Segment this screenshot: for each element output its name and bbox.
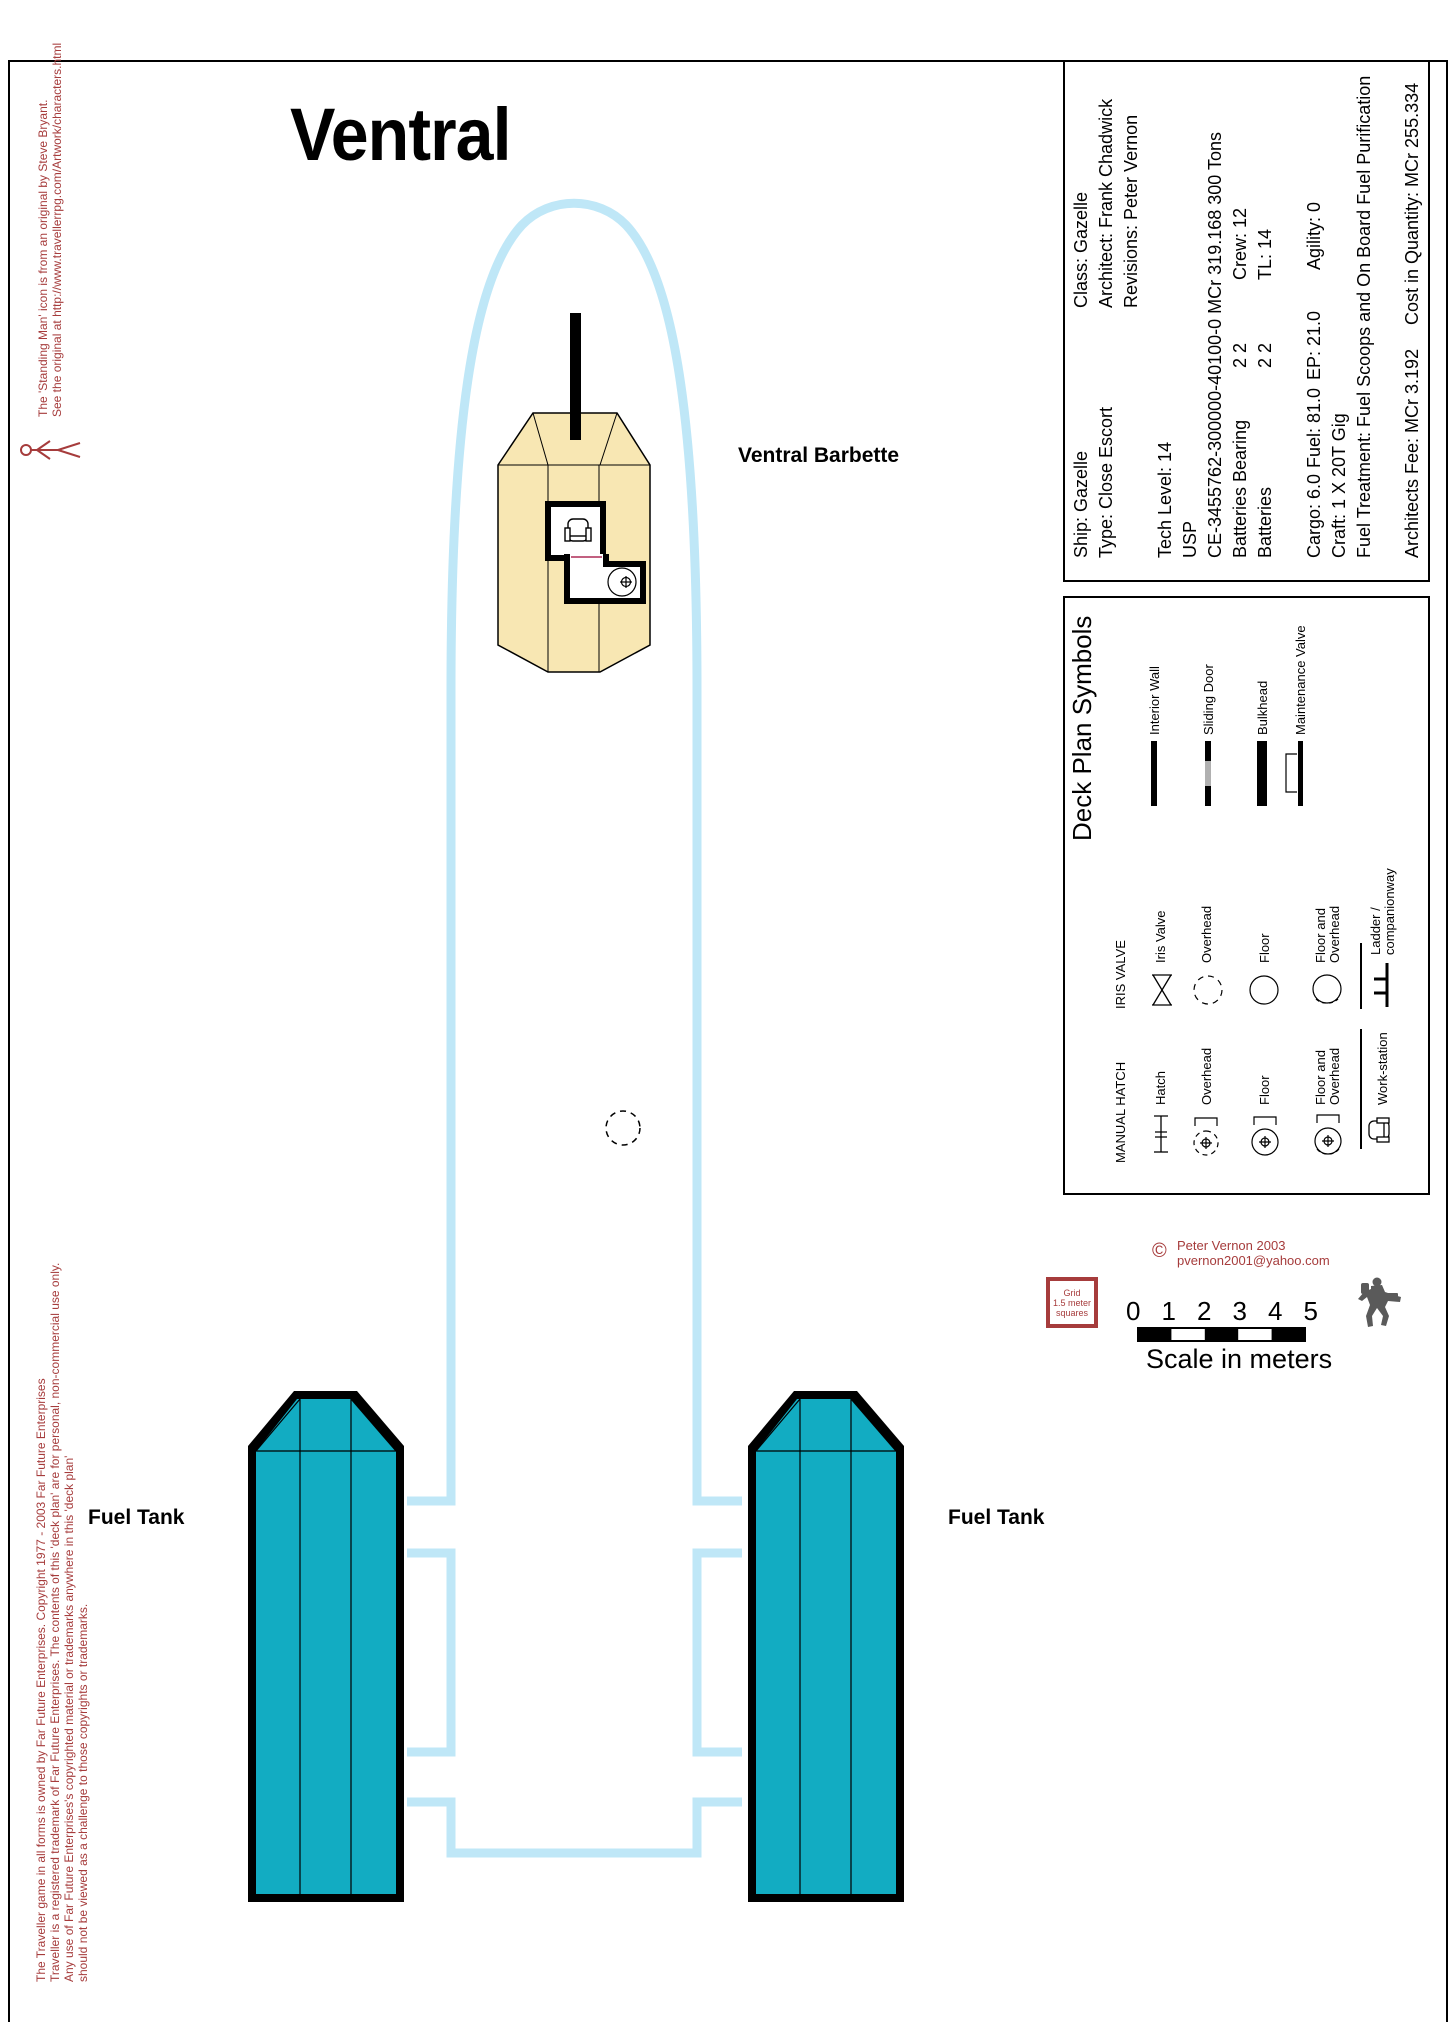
grid-note-line1: Grid: [1063, 1287, 1081, 1298]
info-cost-in-quantity: Cost in Quantity: MCr 255.334: [1402, 82, 1422, 325]
scale-tick-2: 2: [1197, 1296, 1212, 1326]
deck-plan-symbols-box: [1063, 596, 1430, 1195]
scale-tick-0: 0: [1126, 1296, 1141, 1326]
legend-divider-1: [1360, 1029, 1362, 1149]
license-line2: Traveller is a registered trademark of Far Future Enterprises. The contents of this 'deck plan' are for personal, non-commercial use only.: [48, 1262, 62, 1982]
manual-hatch-overhead-icon: [1191, 1113, 1221, 1159]
label-iris-overhead: Overhead: [1199, 905, 1214, 963]
scale-tick-3: 3: [1232, 1296, 1247, 1326]
iris-overhead-icon: [1191, 973, 1225, 1007]
workstation-icon: [1367, 1117, 1395, 1143]
standing-man-note: [36, 42, 64, 417]
deck-plan-symbols-content: [1065, 598, 1428, 1193]
info-type: Type: Close Escort: [1096, 406, 1116, 558]
credit-name: Peter Vernon 2003: [1177, 1238, 1286, 1253]
label-hatch: Hatch: [1153, 1071, 1168, 1105]
scale-tick-5: 5: [1303, 1296, 1318, 1326]
label-hatch-floor-overhead: Overhead: [1327, 1047, 1342, 1105]
info-class: Class: Gazelle: [1071, 191, 1091, 308]
ladder-icon: [1371, 959, 1393, 1009]
label-ladder-2: companionway: [1382, 868, 1397, 955]
label-fuel-tank-left: Fuel Tank: [88, 1506, 185, 1529]
grid-note-box: [1046, 1277, 1098, 1328]
info-agility: Agility: 0: [1304, 201, 1324, 270]
symbols-title: Deck Plan Symbols: [1067, 615, 1097, 841]
gun-barrel-icon: [570, 313, 581, 440]
info-architects-fee: Architects Fee: MCr 3.192: [1402, 348, 1422, 558]
info-crew: Crew: 12: [1230, 207, 1250, 280]
overhead-iris-valve-icon: [606, 1111, 640, 1145]
label-iris-floor-overhead: Overhead: [1327, 905, 1342, 963]
info-fuel: Fuel: 81.0: [1304, 387, 1324, 468]
label-maintenance-valve: Maintenance Valve: [1293, 625, 1308, 735]
label-hatch-floor: Floor: [1257, 1075, 1272, 1105]
ship-info-content: [1065, 62, 1428, 580]
info-cargo: Cargo: 6.0: [1304, 473, 1324, 558]
page-title: Ventral: [290, 93, 511, 176]
scale-numbers: [1126, 1296, 1318, 1327]
manual-hatch-floor-overhead-icon: [1311, 1111, 1345, 1161]
label-iris-floor-and: Floor and: [1313, 908, 1328, 963]
scale-caption: Scale in meters: [1146, 1344, 1333, 1374]
standing-man-red-icon: [18, 437, 84, 463]
info-tech-level: Tech Level: 14: [1155, 441, 1175, 558]
iris-floor-overhead-icon: [1309, 971, 1347, 1009]
hatch-icon: [1151, 1113, 1171, 1155]
label-fuel-tank-right: Fuel Tank: [948, 1506, 1045, 1529]
label-workstation: Work-station: [1375, 1032, 1390, 1105]
label-sliding-door: Sliding Door: [1201, 664, 1216, 735]
label-iris-floor: Floor: [1257, 933, 1272, 963]
scale-tick-4: 4: [1268, 1296, 1283, 1326]
license-note: [34, 1138, 90, 1982]
barbette-icon: [498, 313, 650, 672]
interior-wall-icon: [1151, 741, 1157, 806]
info-batteries-bearing-value: 2 2: [1230, 342, 1250, 368]
fuel-tank-right-icon: [748, 1391, 904, 1902]
bulkhead-icon: [1257, 741, 1267, 806]
iris-floor-icon: [1247, 973, 1281, 1007]
standing-man-note-line2: See the original at http://www.travellerrpg.com/Artwork/characters.html: [50, 42, 64, 417]
credit-email: pvernon2001@yahoo.com: [1177, 1253, 1330, 1268]
label-iris-valve: Iris Valve: [1153, 910, 1168, 963]
label-ventral-barbette: Ventral Barbette: [738, 444, 900, 467]
label-hatch-overhead: Overhead: [1199, 1047, 1214, 1105]
fuel-tank-left-icon: [248, 1391, 404, 1902]
workstation-chair-icon: [565, 519, 591, 541]
info-ep: EP: 21.0: [1304, 310, 1324, 380]
info-usp-label: USP: [1180, 520, 1200, 558]
grid-note-line3: squares: [1055, 1307, 1089, 1318]
label-bulkhead: Bulkhead: [1255, 680, 1270, 735]
info-ship: Ship: Gazelle: [1071, 450, 1091, 558]
manual-hatch-floor-icon: [1249, 1113, 1281, 1159]
info-batteries-bearing: Batteries Bearing: [1230, 419, 1250, 558]
info-tl: TL: 14: [1255, 228, 1275, 280]
maintenance-valve-icon: [1283, 741, 1305, 806]
license-line1: The Traveller game in all forms is owned by Far Future Enterprises. Copyright 1977 - 2003 Far Future Enterprises: [34, 1378, 48, 1982]
scale-bar-icon: [1138, 1328, 1305, 1341]
iris-valve-icon: [1151, 971, 1173, 1009]
info-architect: Architect: Frank Chadwick: [1096, 98, 1116, 308]
legend-divider-2: [1360, 943, 1362, 1009]
standing-man-note-line1: The 'Standing Man' icon is from an original by Steve Bryant.: [36, 99, 50, 417]
standing-man-soldier-icon: [1358, 1278, 1401, 1328]
copyright-icon: ©: [1152, 1240, 1167, 1262]
label-hatch-floor-and: Floor and: [1313, 1050, 1328, 1105]
info-batteries: Batteries: [1255, 486, 1275, 558]
label-interior-wall: Interior Wall: [1147, 666, 1162, 735]
info-batteries-value: 2 2: [1255, 342, 1275, 368]
group-iris-valve: IRIS VALVE: [1113, 940, 1128, 1009]
license-line3: Any use of Far Future Enterprises's copyrighted material or trademarks anywhere in this 'deck plan': [62, 1455, 76, 1982]
sliding-door-legend-icon: [1205, 741, 1211, 806]
label-ladder-1: Ladder /: [1368, 907, 1383, 955]
info-craft: Craft: 1 X 20T Gig: [1329, 413, 1349, 558]
info-usp-line: CE-3455762-300000-40100-0 MCr 319.168 300 Tons: [1205, 132, 1225, 558]
info-fuel-treatment: Fuel Treatment: Fuel Scoops and On Board Fuel Purification: [1354, 75, 1374, 558]
grid-note-line2: 1.5 meter: [1052, 1297, 1092, 1308]
ship-info-box: [1063, 60, 1430, 582]
scale-tick-1: 1: [1161, 1296, 1176, 1326]
license-line4: should not be viewed as a challenge to those copyrights or trademarks.: [76, 1603, 90, 1982]
group-manual-hatch: MANUAL HATCH: [1113, 1061, 1128, 1163]
info-revisions: Revisions: Peter Vernon: [1121, 114, 1141, 308]
